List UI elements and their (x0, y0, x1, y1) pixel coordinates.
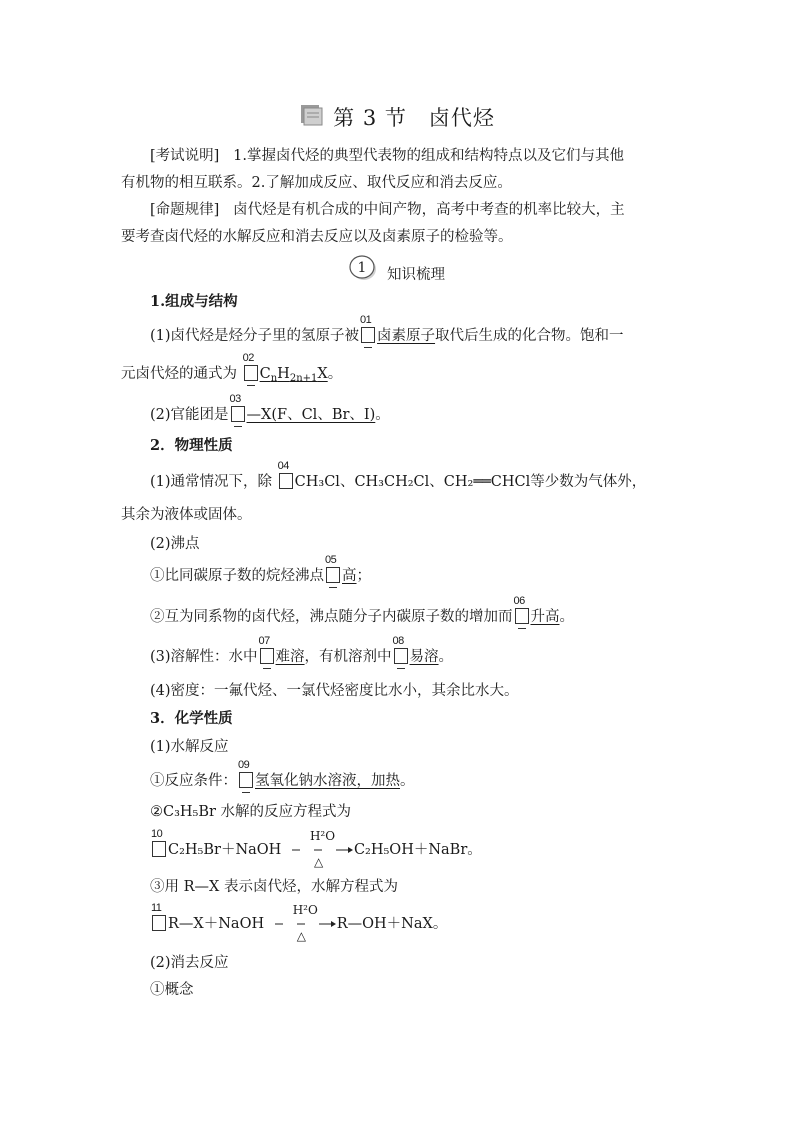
answer-badge-11: 11 (152, 915, 166, 931)
book-icon (299, 103, 325, 137)
reaction-arrow-11: H²O △ (269, 914, 337, 934)
answer-04: CH₃Cl、CH₃CH₂Cl、CH₂══CHCl (294, 474, 531, 490)
answer-badge-05: 05 (326, 567, 340, 583)
section-label: 知识梳理 (387, 267, 445, 283)
section-circle-number: 1 (357, 260, 367, 276)
heading-1: 1.组成与结构 (150, 293, 238, 310)
para-3a: (1)通常情况下，除 04 CH₃Cl、CH₃CH₂Cl、CH₂══CHCl等少数为气体外， (150, 460, 647, 490)
section-header (0, 254, 794, 290)
para-7: (3)溶解性：水中 07 难溶，有机溶剂中 08 易溶。 (150, 647, 704, 667)
answer-badge-09: 09 (239, 772, 253, 788)
para-13: (2)消去反应 (150, 955, 229, 971)
answer-badge-08: 08 (394, 648, 408, 664)
answer-badge-01: 01 (361, 327, 375, 343)
answer-badge-02: 02 (244, 365, 258, 381)
page-title (0, 101, 794, 135)
answer-badge-10: 10 (152, 841, 166, 857)
exam-line-2: 有机物的相互联系。2.了解加成反应、取代反应和消去反应。 (121, 175, 512, 191)
para-1b: 元卤代烃的通式为 02 $C_nH_{2n+1}X$。 (121, 352, 343, 384)
answer-badge-03: 03 (231, 406, 245, 422)
para-6: ②互为同系物的卤代烃，沸点随分子内碳原子数的增加而 06 升高。 (150, 607, 704, 627)
rule-line-1: [命题规律] 卤代烃是有机合成的中间产物，高考中考查的机率比较大，主 (150, 202, 625, 218)
para-10: ①反应条件： 09 氢氧化钠水溶液，加热。 (150, 771, 704, 791)
answer-05: 高 (342, 568, 357, 584)
rule-line-2: 要考查卤代烃的水解反应和消去反应以及卤素原子的检验等。 (121, 229, 513, 245)
answer-badge-07: 07 (260, 648, 274, 664)
answer-02: $C_nH_{2n+1}X$ (259, 366, 328, 384)
para-4: (2)沸点 (150, 536, 200, 552)
answer-01: 卤素原子 (377, 328, 436, 344)
para-9: (1)水解反应 (150, 739, 229, 755)
equation-11: 11 R—X＋NaOH H²O △ R—OH＋NaX。 (151, 902, 448, 943)
answer-06: 升高 (530, 609, 560, 625)
para-1a: (1)卤代烃是烃分子里的氢原子被 01 卤素原子取代后生成的化合物。饱和一 (150, 326, 704, 346)
equation-10: 10 C₂H₅Br＋NaOH H²O △ C₂H₅OH＋NaBr。 (151, 828, 482, 869)
para-3b: 其余为液体或固体。 (121, 507, 252, 523)
para-5: ①比同碳原子数的烷烃沸点 05 高； (150, 566, 704, 586)
para-8: (4)密度：一氟代烃、一氯代烃密度比水小，其余比水大。 (150, 683, 519, 699)
reaction-arrow-10: H²O △ (286, 840, 354, 860)
answer-03: —X(F、Cl、Br、I) (246, 407, 376, 423)
answer-08: 易溶 (409, 649, 439, 665)
heading-2: 2．物理性质 (150, 437, 233, 454)
section-circle-icon (349, 254, 379, 296)
answer-07: 难溶 (275, 649, 305, 665)
answer-badge-04: 04 (279, 473, 293, 489)
exam-line-1: [考试说明] 1.掌握卤代烃的典型代表物的组成和结构特点以及它们与其他 (150, 148, 624, 164)
answer-09: 氢氧化钠水溶液，加热 (255, 773, 400, 789)
para-11: ②C₃H₅Br 水解的反应方程式为 (150, 804, 352, 820)
para-14: ①概念 (150, 982, 194, 998)
para-2: (2)官能团是 03 —X(F、Cl、Br、I)。 (150, 405, 704, 425)
para-12: ③用 R—X 表示卤代烃，水解方程式为 (150, 879, 398, 895)
section-name: 卤代烃 (428, 106, 495, 130)
heading-3: 3．化学性质 (150, 710, 233, 727)
answer-badge-06: 06 (515, 608, 529, 624)
section-number: 第 3 节 (333, 106, 407, 130)
